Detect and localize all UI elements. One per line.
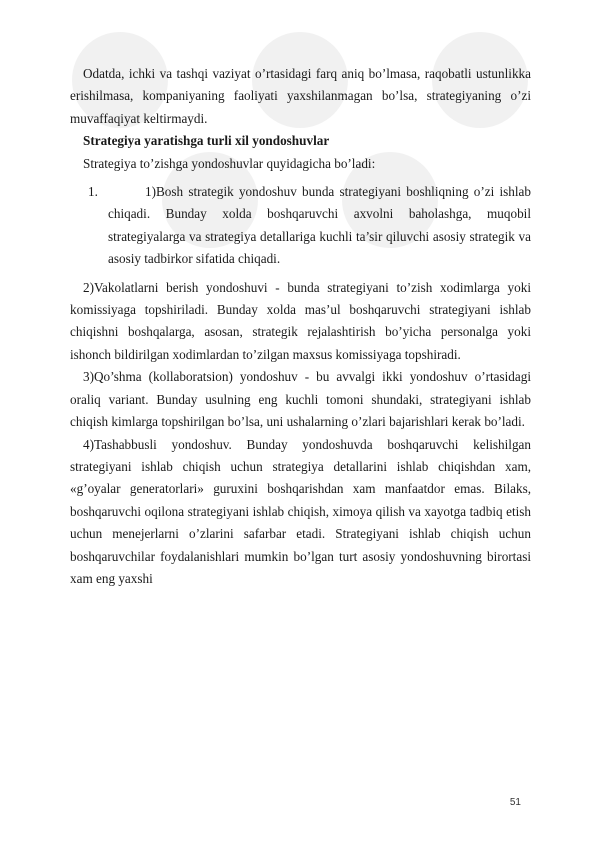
paragraph-collaborative: 3)Qo’shma (kollaboratsion) yondoshuv - bu avvalgi ikki yondoshuv o’rtasidagi oraliq variant. Bunday usulning eng kuchli tomoni shundaki, strategiyani ishlab chiqish kimlarga topshirilgan bo’lsa, uni ushalarning o’zlari bajarishlari kerak bo’ladi.: [70, 369, 531, 430]
intro-paragraph: Odatda, ichki va tashqi vaziyat o’rtasidagi farq aniq bo’lmasa, raqobatli ustunlikka erishilmasa, kompaniyaning faoliyati yaxshilanmagan bo’lsa, strategiyaning o’zi muvaffaqiyat keltirmaydi.: [70, 66, 531, 126]
list-item: [70, 181, 531, 271]
section-subheading: Strategiya to’zishga yondoshuvlar quyidagicha bo’ladi:: [83, 155, 376, 171]
document-body: [70, 63, 531, 590]
list-number: 1.: [88, 184, 98, 200]
list-item-text: 1)Bosh strategik yondoshuv bunda strategiyani boshliqning o’zi ishlab chiqadi. Bunday xolda boshqaruvchi axvolni baholashga, muqobil strategiyalarga va strategiya detallariga kuchli ta’sir qiluvchi asosiy strategik va asosiy tadbirkor sifatida chiqadi.: [108, 184, 531, 267]
page-number: 51: [509, 797, 521, 808]
paragraph-delegation: 2)Vakolatlarni berish yondoshuvi - bunda strategiyani to’zish xodimlarga yoki komissiyaga topshiriladi. Bunday xolda mas’ul boshqaruvchi strategiyani ishlab chiqishni boshqalarga, asosan, strategik rejalashtirish bo’yicha personalga yoki ishonch bildirilgan xodimlardan to’zilgan maxsus komissiyaga topshiradi.: [70, 279, 531, 362]
section-heading: Strategiya yaratishga turli xil yondoshuvlar: [83, 133, 330, 149]
paragraph-initiative: 4)Tashabbusli yondoshuv. Bunday yondoshuvda boshqaruvchi kelishilgan strategiyani ishlab chiqish uchun strategiya detallarini ishlab chiqishdan xam, «g’oyalar generatorlari» guruxini boshqarishdan xam manfaatdor emas. Bilaks, boshqaruvchi oqilona strategiyani ishlab chiqish, ximoya qilish va xayotga tadbiq etish uchun menejerlarni o’zlarini safarbar etadi. Strategiyani ishlab chiqish uchun boshqaruvchilar foydalanishlari mumkin bo’lgan turt asosiy yondoshuvning birortasi xam eng yaxshi: [70, 436, 531, 586]
